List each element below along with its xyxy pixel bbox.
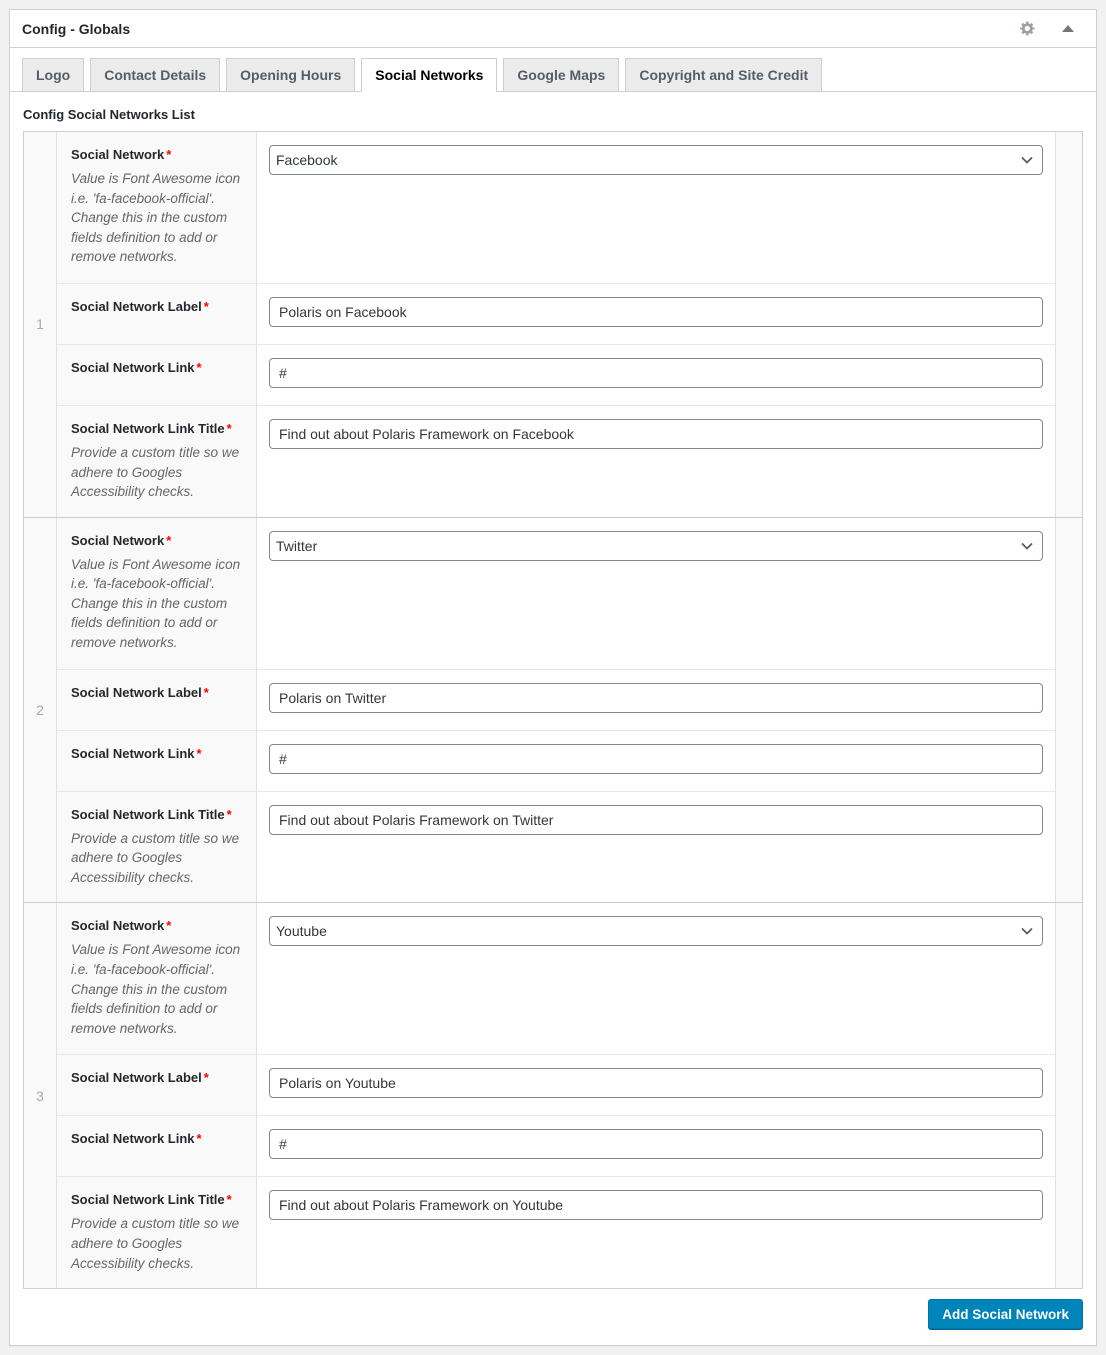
field-label-link-title: Social Network Link Title <box>71 1192 225 1208</box>
social-network-link-title-input[interactable] <box>269 805 1043 835</box>
chevron-down-icon <box>1021 542 1033 550</box>
social-network-link-title-input[interactable] <box>269 1190 1043 1220</box>
field-description: Provide a custom title so we adhere to Googles Accessibility checks. <box>71 1216 240 1271</box>
required-asterisk: * <box>196 745 202 761</box>
page-title: Config - Globals <box>22 20 131 37</box>
field-label-social-network-link: Social Network Link <box>71 1131 195 1147</box>
social-network-label-input[interactable] <box>269 683 1043 713</box>
row-drag-handle[interactable]: 3 <box>24 903 57 1288</box>
tab-logo[interactable]: Logo <box>22 58 84 92</box>
field-label-social-network: Social Network <box>71 532 165 548</box>
field-description: Value is Font Awesome icon i.e. 'fa-facebook-official'. Change this in the custom fields definition to add or remove networks. <box>71 556 241 650</box>
tab-copyright-site-credit[interactable]: Copyright and Site Credit <box>625 58 822 92</box>
field-description: Value is Font Awesome icon i.e. 'fa-facebook-official'. Change this in the custom fields definition to add or remove networks. <box>71 942 241 1036</box>
chevron-down-icon <box>1021 927 1033 935</box>
tab-google-maps[interactable]: Google Maps <box>503 58 619 92</box>
required-asterisk: * <box>226 806 232 822</box>
required-asterisk: * <box>203 684 209 700</box>
row-actions-column <box>1055 903 1082 1288</box>
add-social-network-button[interactable]: Add Social Network <box>928 1299 1083 1329</box>
chevron-up-icon <box>1062 25 1074 32</box>
select-value: Youtube <box>276 923 327 940</box>
social-network-select[interactable] <box>269 145 1043 175</box>
required-asterisk: * <box>196 360 202 375</box>
tab-social-networks[interactable]: Social Networks <box>361 58 497 92</box>
required-asterisk: * <box>203 299 209 314</box>
social-network-select[interactable] <box>269 531 1043 561</box>
row-drag-handle[interactable]: 2 <box>24 518 57 903</box>
field-label-social-network: Social Network <box>71 147 165 162</box>
social-network-link-input[interactable] <box>269 1129 1043 1159</box>
field-label-link-title: Social Network Link Title <box>71 806 225 822</box>
required-asterisk: * <box>166 147 172 162</box>
repeater-row-1 <box>24 132 1082 517</box>
config-globals-metabox <box>9 9 1097 1346</box>
repeater-footer <box>23 1299 1083 1329</box>
social-networks-repeater <box>23 131 1083 1289</box>
field-label-social-network-label: Social Network Label <box>71 1070 202 1086</box>
field-description: Provide a custom title so we adhere to Googles Accessibility checks. <box>71 445 240 500</box>
settings-gear-button[interactable] <box>1017 18 1038 39</box>
required-asterisk: * <box>166 918 172 934</box>
field-label-link-title: Social Network Link Title <box>71 421 225 436</box>
repeater-field-label: Config Social Networks List <box>23 107 195 122</box>
required-asterisk: * <box>166 532 172 548</box>
field-description: Provide a custom title so we adhere to Googles Accessibility checks. <box>71 830 240 885</box>
required-asterisk: * <box>196 1131 202 1147</box>
tab-content <box>10 92 1096 1345</box>
repeater-row-2 <box>24 517 1082 903</box>
social-network-link-input[interactable] <box>269 358 1043 388</box>
row-actions-column <box>1055 132 1082 517</box>
gear-icon <box>1019 20 1036 37</box>
field-label-social-network-link: Social Network Link <box>71 360 195 375</box>
field-label-social-network-link: Social Network Link <box>71 745 195 761</box>
select-value: Twitter <box>276 537 318 554</box>
metabox-header <box>10 10 1096 48</box>
social-network-link-input[interactable] <box>269 744 1043 774</box>
row-actions-column <box>1055 518 1082 903</box>
field-label-social-network: Social Network <box>71 918 165 934</box>
required-asterisk: * <box>203 1070 209 1086</box>
social-network-label-input[interactable] <box>269 1068 1043 1098</box>
chevron-down-icon <box>1021 156 1033 164</box>
row-drag-handle[interactable]: 1 <box>24 132 57 517</box>
collapse-toggle-button[interactable] <box>1060 23 1076 34</box>
repeater-row-3 <box>24 902 1082 1288</box>
social-network-select[interactable] <box>269 916 1043 946</box>
field-label-social-network-label: Social Network Label <box>71 299 202 314</box>
tab-opening-hours[interactable]: Opening Hours <box>226 58 355 92</box>
field-description: Value is Font Awesome icon i.e. 'fa-facebook-official'. Change this in the custom fields definition to add or remove networks. <box>71 171 241 265</box>
required-asterisk: * <box>226 421 232 436</box>
field-label-social-network-label: Social Network Label <box>71 684 202 700</box>
social-network-label-input[interactable] <box>269 297 1043 327</box>
tab-bar <box>10 48 1096 92</box>
select-value: Facebook <box>276 152 338 168</box>
tab-contact-details[interactable]: Contact Details <box>90 58 220 92</box>
required-asterisk: * <box>226 1192 232 1208</box>
social-network-link-title-input[interactable] <box>269 419 1043 449</box>
